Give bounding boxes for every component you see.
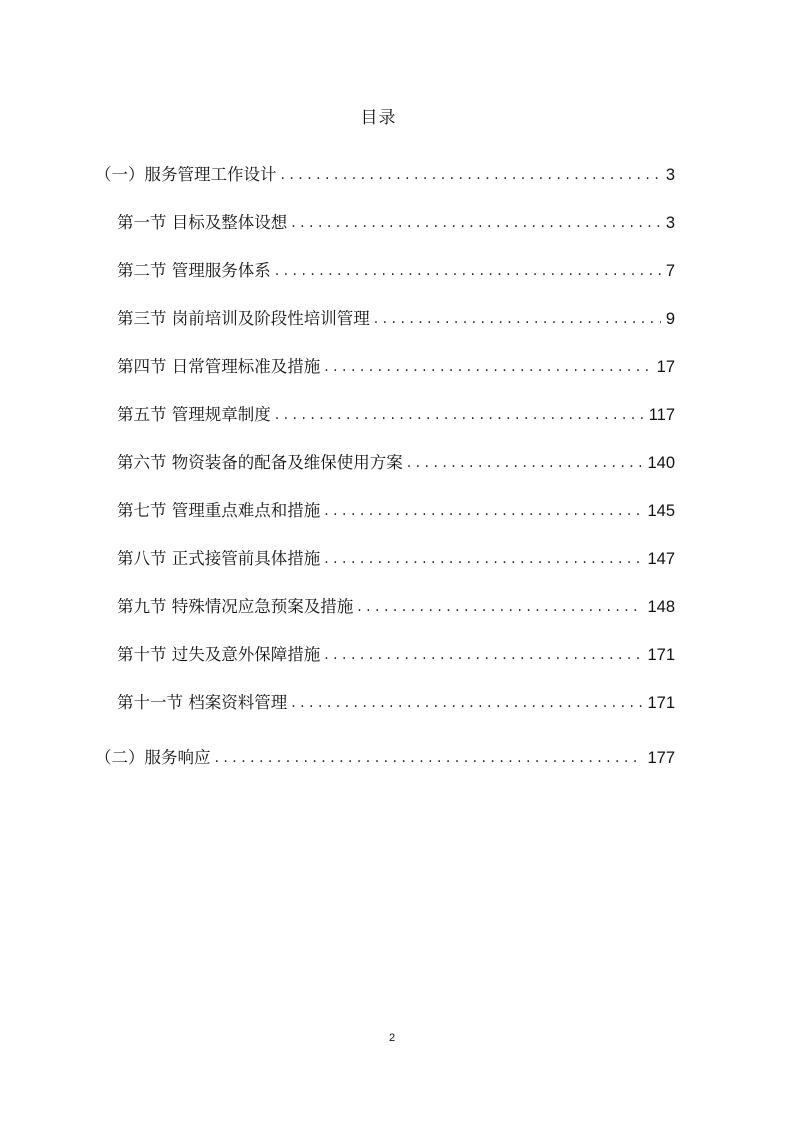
toc-entry-page: 3 [665, 214, 675, 232]
toc-entry[interactable] [117, 306, 675, 332]
toc-entry-text: （二）服务响应 [95, 748, 211, 767]
toc-entry-page: 145 [647, 502, 675, 520]
toc-title: 目录 [360, 108, 397, 128]
toc-dot-leader [215, 745, 644, 771]
toc-entry-page: 148 [647, 598, 675, 616]
toc-entry-page: 7 [665, 262, 675, 280]
toc-entry[interactable] [117, 546, 675, 572]
toc-entry-text: 第十节 过失及意外保障措施 [117, 645, 321, 664]
toc-entry[interactable] [117, 210, 675, 236]
toc-dot-leader [324, 642, 643, 668]
toc-entry[interactable] [117, 450, 675, 476]
toc-entry-text: 第九节 特殊情况应急预案及措施 [117, 597, 354, 616]
toc-entry-text: 第六节 物资装备的配备及维保使用方案 [117, 453, 403, 472]
toc-entry[interactable] [95, 745, 675, 771]
toc-entry[interactable] [117, 594, 675, 620]
toc-entry[interactable] [117, 354, 675, 380]
toc-entry-page: 171 [647, 694, 675, 712]
toc-dot-leader [324, 546, 643, 572]
toc-dot-leader [291, 690, 643, 716]
toc-dot-leader [357, 594, 643, 620]
toc-entry[interactable] [117, 402, 675, 428]
toc-entry-text: 第四节 日常管理标准及措施 [117, 357, 321, 376]
toc-dot-leader [324, 498, 643, 524]
toc-entry-text: 第八节 正式接管前具体措施 [117, 549, 321, 568]
toc-entry-text: 第二节 管理服务体系 [117, 261, 271, 280]
toc-entry-page: 17 [656, 358, 675, 376]
toc-entry-page: 140 [647, 454, 675, 472]
toc-entry-text: 第一节 目标及整体设想 [117, 213, 288, 232]
toc-entry[interactable] [117, 642, 675, 668]
toc-entry-text: 第五节 管理规章制度 [117, 405, 271, 424]
toc-dot-leader [291, 210, 661, 236]
toc-entry-page: 177 [647, 749, 675, 767]
toc-entry-text: （一）服务管理工作设计 [95, 165, 277, 184]
toc-dot-leader [275, 258, 661, 284]
toc-entry[interactable] [95, 162, 675, 188]
toc-entry-page: 117 [648, 406, 675, 424]
toc-dot-leader [275, 402, 645, 428]
toc-entry[interactable] [117, 258, 675, 284]
page-number: 2 [388, 1032, 396, 1044]
toc-entry-page: 171 [647, 646, 675, 664]
toc-dot-leader [407, 450, 644, 476]
toc-entry-page: 147 [647, 550, 675, 568]
toc-dot-leader [324, 354, 652, 380]
toc-dot-leader [281, 162, 662, 188]
toc-dot-leader [374, 306, 661, 332]
toc-entry[interactable] [117, 498, 675, 524]
toc-entry-text: 第十一节 档案资料管理 [117, 693, 288, 712]
toc-entry-page: 3 [665, 166, 675, 184]
toc-entry-text: 第七节 管理重点难点和措施 [117, 501, 321, 520]
toc-entry-text: 第三节 岗前培训及阶段性培训管理 [117, 309, 370, 328]
toc-entry-page: 9 [665, 310, 675, 328]
toc-entry[interactable] [117, 690, 675, 716]
